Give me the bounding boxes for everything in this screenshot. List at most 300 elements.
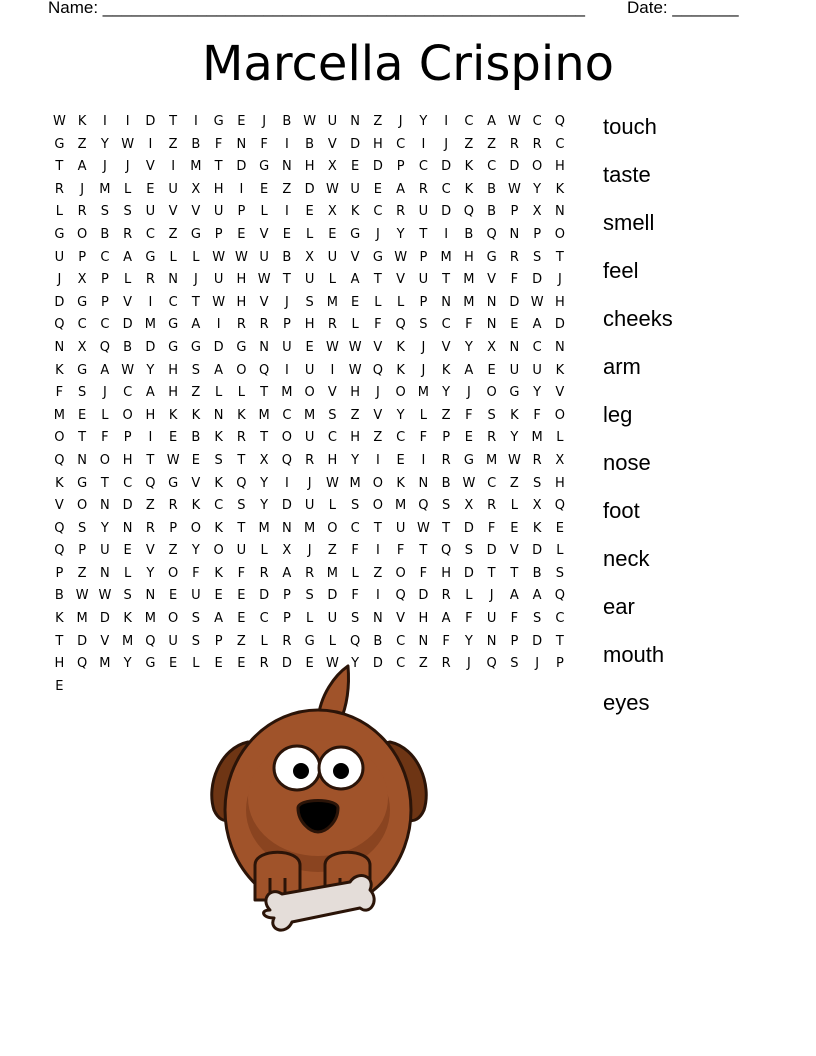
grid-letter: C bbox=[214, 498, 224, 514]
word-list-item: eyes bbox=[603, 690, 650, 715]
grid-letter: G bbox=[350, 226, 361, 242]
grid-letter: E bbox=[510, 520, 519, 536]
grid-letter: G bbox=[236, 339, 247, 355]
grid-letter: W bbox=[75, 588, 89, 604]
grid-letter: A bbox=[145, 385, 155, 401]
grid-letter: W bbox=[166, 452, 180, 468]
grid-letter: A bbox=[191, 317, 201, 333]
grid-letter: V bbox=[327, 136, 337, 152]
grid-letter: S bbox=[77, 520, 87, 536]
grid-letter: U bbox=[168, 633, 178, 649]
grid-letter: Q bbox=[145, 633, 156, 649]
grid-letter: R bbox=[77, 204, 87, 220]
grid-letter: C bbox=[77, 317, 87, 333]
grid-letter: H bbox=[554, 294, 565, 310]
grid-letter: R bbox=[236, 430, 246, 446]
grid-letter: B bbox=[464, 226, 474, 242]
grid-letter: I bbox=[239, 181, 244, 197]
grid-letter: P bbox=[396, 159, 405, 175]
grid-letter: S bbox=[191, 362, 200, 378]
grid-letter: Z bbox=[191, 385, 201, 401]
grid-letter: S bbox=[328, 407, 337, 423]
grid-letter: N bbox=[282, 520, 292, 536]
grid-letter: Z bbox=[464, 136, 474, 152]
grid-letter: Q bbox=[54, 452, 65, 468]
grid-letter: A bbox=[350, 272, 360, 288]
grid-letter: Z bbox=[441, 407, 451, 423]
grid-letter: W bbox=[416, 520, 430, 536]
grid-letter: C bbox=[532, 339, 542, 355]
grid-letter: J bbox=[535, 656, 540, 672]
grid-letter: R bbox=[532, 136, 542, 152]
grid-letter: Q bbox=[259, 362, 270, 378]
grid-letter: I bbox=[148, 294, 153, 310]
grid-letter: N bbox=[54, 339, 65, 355]
grid-letter: U bbox=[168, 181, 178, 197]
grid-letter: W bbox=[257, 272, 271, 288]
grid-letter: T bbox=[214, 159, 223, 175]
grid-letter: G bbox=[145, 656, 156, 672]
grid-letter: E bbox=[78, 407, 87, 423]
grid-letter: G bbox=[463, 452, 474, 468]
grid-letter: I bbox=[284, 204, 289, 220]
grid-letter: D bbox=[54, 294, 65, 310]
grid-letter: B bbox=[532, 565, 542, 581]
grid-letter: Q bbox=[418, 498, 429, 514]
grid-letter: T bbox=[510, 565, 519, 581]
grid-letter: U bbox=[509, 362, 520, 378]
grid-letter: C bbox=[441, 317, 451, 333]
cartoon-dog-with-bone-icon bbox=[200, 660, 440, 960]
grid-letter: Y bbox=[533, 181, 542, 197]
grid-letter: U bbox=[100, 543, 110, 559]
grid-letter: E bbox=[260, 181, 269, 197]
grid-letter: B bbox=[100, 226, 110, 242]
grid-letter: L bbox=[169, 249, 177, 265]
grid-letter: R bbox=[145, 520, 155, 536]
grid-letter: Z bbox=[168, 543, 178, 559]
grid-letter: T bbox=[191, 294, 200, 310]
grid-letter: E bbox=[464, 430, 473, 446]
grid-letter: U bbox=[259, 249, 269, 265]
grid-letter: K bbox=[464, 181, 474, 197]
grid-letter: L bbox=[397, 294, 405, 310]
grid-letter: V bbox=[373, 407, 383, 423]
grid-letter: R bbox=[145, 272, 155, 288]
grid-letter: M bbox=[281, 385, 293, 401]
grid-letter: N bbox=[486, 317, 497, 333]
grid-letter: H bbox=[554, 475, 565, 491]
grid-letter: Y bbox=[123, 656, 132, 672]
word-list-item: arm bbox=[603, 354, 641, 379]
grid-letter: D bbox=[281, 656, 292, 672]
grid-letter: J bbox=[421, 362, 426, 378]
grid-letter: C bbox=[396, 430, 406, 446]
grid-letter: T bbox=[555, 249, 564, 265]
grid-letter: W bbox=[325, 475, 339, 491]
grid-letter: P bbox=[282, 588, 291, 604]
grid-letter: E bbox=[169, 588, 178, 604]
grid-letter: I bbox=[284, 362, 289, 378]
grid-letter: H bbox=[213, 181, 224, 197]
grid-letter: H bbox=[236, 272, 247, 288]
grid-letter: G bbox=[190, 226, 201, 242]
grid-letter: B bbox=[191, 136, 201, 152]
grid-letter: C bbox=[487, 475, 497, 491]
grid-letter: G bbox=[77, 294, 88, 310]
grid-letter: K bbox=[214, 520, 223, 536]
grid-letter: Y bbox=[510, 430, 519, 446]
grid-letter: K bbox=[350, 204, 360, 220]
grid-letter: Y bbox=[351, 656, 360, 672]
grid-letter: E bbox=[55, 678, 64, 694]
word-list-item: neck bbox=[603, 546, 650, 571]
grid-letter: B bbox=[282, 114, 292, 129]
grid-letter: K bbox=[214, 565, 223, 581]
grid-letter: D bbox=[281, 498, 292, 514]
grid-letter: Y bbox=[146, 565, 155, 581]
grid-letter: N bbox=[77, 452, 87, 468]
grid-letter: K bbox=[396, 339, 405, 355]
grid-letter: C bbox=[396, 656, 406, 672]
grid-letter: S bbox=[123, 588, 132, 604]
grid-letter: O bbox=[532, 159, 543, 175]
grid-letter: E bbox=[328, 226, 337, 242]
grid-letter: C bbox=[532, 114, 542, 129]
grid-letter: Y bbox=[100, 136, 109, 152]
grid-letter: H bbox=[441, 565, 452, 581]
grid-letter: L bbox=[328, 272, 336, 288]
grid-letter: T bbox=[100, 475, 109, 491]
grid-letter: Z bbox=[77, 136, 87, 152]
grid-letter: K bbox=[214, 475, 223, 491]
grid-letter: P bbox=[555, 656, 564, 672]
grid-letter: Q bbox=[372, 362, 383, 378]
grid-letter: U bbox=[54, 249, 65, 265]
grid-letter: V bbox=[259, 226, 269, 242]
grid-letter: Z bbox=[145, 498, 155, 514]
grid-letter: Q bbox=[54, 520, 65, 536]
grid-letter: U bbox=[213, 204, 224, 220]
grid-letter: O bbox=[99, 452, 110, 468]
grid-letter: Y bbox=[396, 226, 405, 242]
grid-letter: R bbox=[441, 452, 451, 468]
grid-letter: D bbox=[372, 656, 383, 672]
grid-letter: T bbox=[237, 452, 246, 468]
grid-letter: N bbox=[441, 294, 451, 310]
grid-letter: F bbox=[351, 543, 359, 559]
grid-letter: P bbox=[510, 633, 519, 649]
grid-letter: U bbox=[327, 249, 338, 265]
grid-letter: D bbox=[441, 159, 452, 175]
grid-letter: V bbox=[509, 543, 519, 559]
grid-letter: J bbox=[398, 114, 403, 129]
grid-letter: G bbox=[168, 317, 179, 333]
grid-letter: W bbox=[234, 249, 248, 265]
grid-letter: T bbox=[487, 565, 496, 581]
grid-letter: M bbox=[99, 181, 111, 197]
grid-letter: I bbox=[330, 362, 335, 378]
grid-letter: J bbox=[57, 272, 62, 288]
grid-letter: N bbox=[259, 339, 269, 355]
grid-letter: D bbox=[236, 159, 247, 175]
grid-letter: H bbox=[54, 656, 65, 672]
grid-letter: Q bbox=[554, 588, 565, 604]
grid-letter: S bbox=[123, 204, 132, 220]
grid-letter: M bbox=[304, 407, 316, 423]
grid-letter: V bbox=[487, 272, 497, 288]
grid-letter: H bbox=[372, 136, 383, 152]
grid-letter: A bbox=[123, 249, 133, 265]
grid-letter: V bbox=[168, 204, 178, 220]
grid-letter: P bbox=[214, 633, 223, 649]
grid-letter: T bbox=[146, 452, 155, 468]
grid-letter: Q bbox=[486, 226, 497, 242]
grid-letter: E bbox=[396, 452, 405, 468]
grid-letter: N bbox=[418, 475, 429, 491]
grid-letter: N bbox=[213, 407, 224, 423]
grid-letter: I bbox=[444, 114, 449, 129]
grid-letter: T bbox=[169, 114, 178, 129]
grid-letter: T bbox=[55, 633, 64, 649]
grid-letter: A bbox=[532, 588, 542, 604]
grid-letter: W bbox=[303, 114, 317, 129]
grid-letter: L bbox=[192, 249, 200, 265]
grid-letter: P bbox=[214, 226, 223, 242]
grid-letter: O bbox=[168, 565, 179, 581]
grid-letter: L bbox=[556, 543, 564, 559]
grid-letter: O bbox=[281, 430, 292, 446]
grid-letter: U bbox=[213, 272, 224, 288]
word-list-item: nose bbox=[603, 450, 651, 475]
grid-letter: D bbox=[532, 633, 543, 649]
grid-letter: J bbox=[102, 159, 107, 175]
grid-letter: N bbox=[486, 633, 497, 649]
grid-letter: M bbox=[122, 633, 134, 649]
grid-letter: E bbox=[191, 452, 200, 468]
grid-letter: L bbox=[419, 407, 427, 423]
grid-letter: A bbox=[282, 565, 292, 581]
grid-letter: O bbox=[554, 407, 565, 423]
grid-letter: O bbox=[395, 385, 406, 401]
grid-letter: I bbox=[421, 452, 426, 468]
grid-letter: N bbox=[509, 339, 520, 355]
grid-letter: S bbox=[441, 498, 451, 514]
grid-letter: F bbox=[510, 611, 519, 627]
grid-letter: I bbox=[125, 114, 130, 129]
grid-letter: M bbox=[349, 475, 361, 491]
grid-letter: F bbox=[465, 317, 473, 333]
grid-letter: O bbox=[54, 430, 65, 446]
grid-letter: L bbox=[215, 385, 223, 401]
grid-letter: L bbox=[306, 226, 314, 242]
grid-letter: H bbox=[350, 385, 361, 401]
grid-letter: R bbox=[487, 430, 497, 446]
grid-letter: L bbox=[306, 611, 314, 627]
grid-letter: C bbox=[441, 181, 451, 197]
grid-letter: M bbox=[531, 430, 543, 446]
grid-letter: C bbox=[123, 385, 133, 401]
grid-letter: X bbox=[555, 452, 565, 468]
grid-letter: M bbox=[99, 656, 111, 672]
grid-letter: Q bbox=[99, 339, 110, 355]
grid-letter: Q bbox=[395, 317, 406, 333]
grid-letter: Y bbox=[351, 452, 360, 468]
grid-letter: S bbox=[305, 588, 314, 604]
grid-letter: X bbox=[487, 339, 497, 355]
grid-letter: F bbox=[442, 633, 450, 649]
grid-letter: P bbox=[169, 520, 178, 536]
grid-letter: G bbox=[304, 633, 315, 649]
grid-letter: K bbox=[555, 362, 565, 378]
grid-letter: A bbox=[100, 362, 110, 378]
grid-letter: L bbox=[328, 633, 336, 649]
grid-letter: X bbox=[259, 452, 269, 468]
grid-letter: I bbox=[421, 136, 426, 152]
grid-letter: I bbox=[375, 588, 380, 604]
grid-letter: X bbox=[532, 204, 542, 220]
grid-letter: U bbox=[304, 430, 315, 446]
word-list-item: leg bbox=[603, 402, 633, 427]
grid-letter: N bbox=[555, 339, 565, 355]
grid-letter: T bbox=[260, 385, 269, 401]
grid-letter: K bbox=[55, 611, 64, 627]
grid-letter: R bbox=[509, 249, 519, 265]
grid-letter: U bbox=[395, 520, 406, 536]
grid-letter: T bbox=[419, 226, 428, 242]
grid-letter: B bbox=[487, 204, 497, 220]
grid-letter: C bbox=[100, 249, 110, 265]
grid-letter: K bbox=[396, 362, 405, 378]
grid-letter: Z bbox=[487, 136, 497, 152]
grid-letter: Y bbox=[191, 543, 200, 559]
grid-letter: K bbox=[55, 362, 64, 378]
grid-letter: X bbox=[464, 498, 474, 514]
grid-letter: E bbox=[351, 294, 360, 310]
grid-letter: J bbox=[307, 543, 312, 559]
grid-letter: N bbox=[168, 272, 178, 288]
grid-letter: K bbox=[441, 362, 451, 378]
grid-letter: C bbox=[168, 294, 178, 310]
grid-letter: W bbox=[507, 114, 521, 129]
grid-letter: W bbox=[394, 249, 408, 265]
grid-letter: Y bbox=[442, 385, 451, 401]
grid-letter: J bbox=[125, 159, 130, 175]
grid-letter: N bbox=[236, 136, 247, 152]
grid-letter: X bbox=[327, 204, 337, 220]
grid-letter: G bbox=[168, 339, 179, 355]
grid-letter: F bbox=[55, 385, 64, 401]
grid-letter: R bbox=[441, 656, 451, 672]
grid-letter: J bbox=[375, 385, 380, 401]
grid-letter: D bbox=[259, 588, 270, 604]
grid-letter: A bbox=[532, 317, 542, 333]
grid-letter: W bbox=[52, 114, 66, 129]
name-label: Name: ___________________________________________________ bbox=[48, 0, 585, 17]
grid-letter: O bbox=[77, 226, 88, 242]
grid-letter: E bbox=[123, 543, 132, 559]
grid-letter: P bbox=[100, 272, 109, 288]
grid-letter: N bbox=[555, 204, 565, 220]
grid-letter: H bbox=[304, 317, 315, 333]
grid-letter: V bbox=[396, 272, 406, 288]
grid-letter: Z bbox=[327, 543, 337, 559]
grid-letter: T bbox=[282, 272, 291, 288]
grid-letter: M bbox=[440, 249, 452, 265]
grid-letter: G bbox=[190, 339, 201, 355]
grid-letter: J bbox=[80, 181, 85, 197]
grid-letter: D bbox=[463, 520, 474, 536]
grid-letter: A bbox=[487, 114, 497, 129]
grid-letter: A bbox=[509, 588, 519, 604]
grid-letter: E bbox=[237, 226, 246, 242]
grid-letter: W bbox=[507, 452, 521, 468]
grid-letter: T bbox=[373, 272, 382, 288]
grid-letter: Z bbox=[168, 136, 178, 152]
grid-letter: R bbox=[259, 317, 269, 333]
grid-letter: C bbox=[418, 159, 428, 175]
grid-letter: Y bbox=[396, 407, 405, 423]
grid-letter: D bbox=[213, 339, 224, 355]
grid-letter: G bbox=[145, 249, 156, 265]
grid-letter: S bbox=[100, 204, 109, 220]
grid-letter: K bbox=[191, 498, 201, 514]
grid-letter: S bbox=[191, 633, 200, 649]
grid-letter: D bbox=[77, 633, 88, 649]
date-label: Date: _______ bbox=[627, 0, 739, 17]
grid-letter: X bbox=[327, 159, 337, 175]
grid-letter: M bbox=[417, 385, 429, 401]
grid-letter: W bbox=[462, 475, 476, 491]
grid-letter: M bbox=[463, 272, 475, 288]
grid-letter: F bbox=[487, 520, 496, 536]
grid-letter: C bbox=[327, 430, 337, 446]
grid-letter: M bbox=[190, 159, 202, 175]
grid-letter: T bbox=[237, 520, 246, 536]
grid-letter: W bbox=[98, 588, 112, 604]
grid-letter: E bbox=[169, 430, 178, 446]
page-title: Marcella Crispino bbox=[202, 36, 614, 92]
grid-letter: E bbox=[214, 656, 223, 672]
grid-letter: T bbox=[442, 520, 451, 536]
grid-letter: R bbox=[396, 204, 406, 220]
grid-letter: E bbox=[146, 181, 155, 197]
grid-letter: V bbox=[350, 249, 360, 265]
grid-letter: H bbox=[327, 452, 338, 468]
grid-letter: G bbox=[509, 385, 520, 401]
grid-letter: N bbox=[100, 565, 110, 581]
grid-letter: C bbox=[145, 226, 155, 242]
grid-letter: I bbox=[148, 430, 153, 446]
grid-letter: V bbox=[259, 294, 269, 310]
grid-letter: Q bbox=[554, 498, 565, 514]
grid-letter: X bbox=[77, 272, 87, 288]
grid-letter: P bbox=[123, 430, 132, 446]
grid-letter: L bbox=[237, 385, 245, 401]
grid-letter: Q bbox=[441, 543, 452, 559]
grid-letter: D bbox=[122, 317, 133, 333]
grid-letter: F bbox=[101, 430, 109, 446]
grid-letter: W bbox=[121, 136, 135, 152]
grid-letter: O bbox=[304, 385, 315, 401]
grid-letter: S bbox=[532, 611, 542, 627]
grid-letter: V bbox=[555, 385, 565, 401]
grid-letter: P bbox=[237, 204, 246, 220]
grid-letter: Z bbox=[373, 430, 383, 446]
grid-letter: D bbox=[532, 543, 543, 559]
grid-letter: O bbox=[372, 498, 383, 514]
grid-letter: N bbox=[100, 498, 110, 514]
